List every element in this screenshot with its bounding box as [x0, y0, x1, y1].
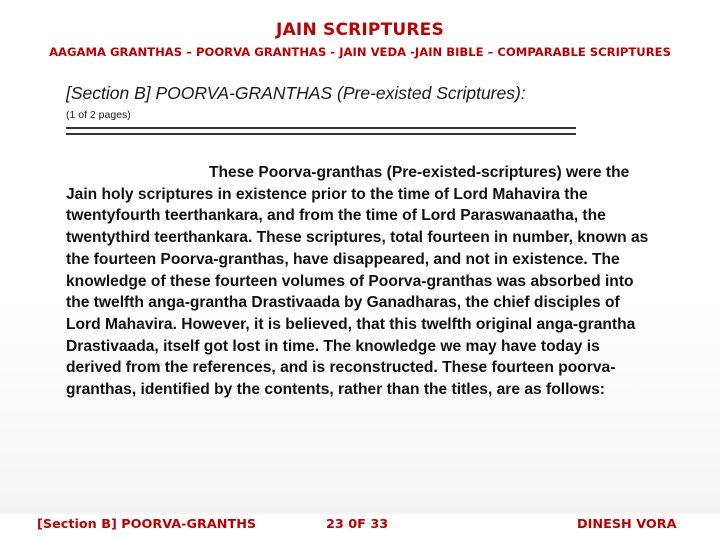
section-heading: [Section B] POORVA-GRANTHAS (Pre-existed Scriptures): — [66, 83, 526, 103]
body-paragraph: These Poorva-granthas (Pre-existed-scriptures) were the Jain holy scriptures in existence prior to the time of Lord Mahavira the twentyfourth teerthankara, and from the time of Lord Paraswanaatha, the twentythird teerthankara. These scriptures, total fourteen in number, known as the fourteen Poorva-granthas, have disappeared, and not in existence. The knowledge of these fourteen volumes of Poorva-granthas was absorbed into the twelfth anga-grantha Drastivaada by Ganadharas, the chief disciples of Lord Mahavira. However, it is believed, that this twelfth original anga-grantha Drastivaada, itself got lost in time. The knowledge we may have today is derived from the references, and is reconstructed. These fourteen poorva-granthas, identified by the contents, rather than the titles, are as follows: — [66, 164, 649, 399]
page-subtitle: AAGAMA GRANTHAS – POORVA GRANTHAS - JAIN VEDA -JAIN BIBLE – COMPARABLE SCRIPTURES — [49, 45, 671, 59]
double-divider — [66, 127, 576, 135]
footer-author: DINESH VORA — [577, 517, 677, 532]
page-title: JAIN SCRIPTURES — [276, 20, 444, 40]
page-count-note: (1 of 2 pages) — [66, 109, 131, 121]
footer-page-number: 23 0F 33 — [326, 517, 389, 532]
footer-section-label: [Section B] POORVA-GRANTHS — [37, 517, 257, 532]
